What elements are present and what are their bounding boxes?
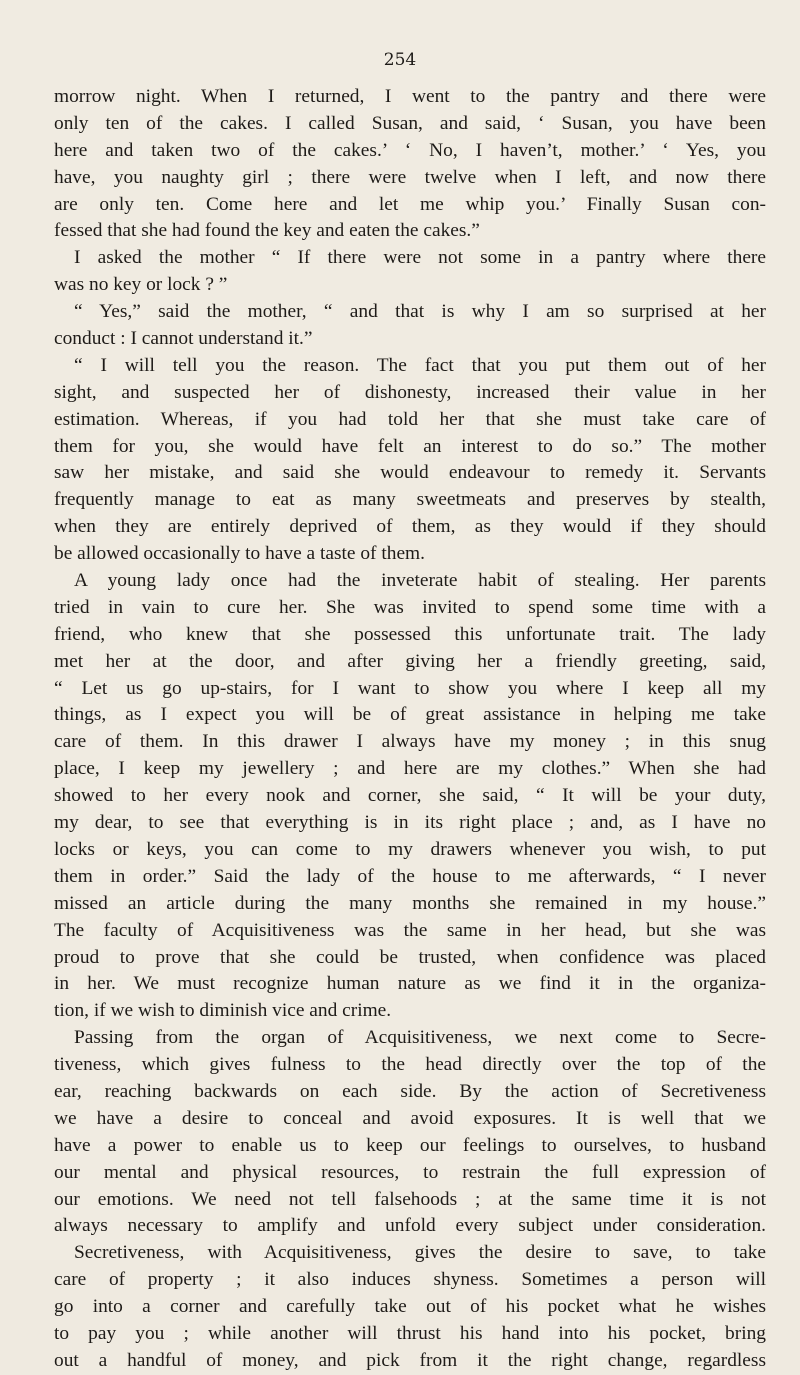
text-line: missed an article during the many months she remained in my house.” [54, 892, 766, 914]
text-line: estimation. Whereas, if you had told her that she must take care of [54, 408, 766, 430]
text-line: my dear, to see that everything is in its right place ; and, as I have no [54, 812, 766, 834]
text-line: A young lady once had the inveterate habit of stealing. Her parents [74, 570, 766, 592]
body-text [54, 84, 766, 1375]
text-line: be allowed occasionally to have a taste of them. [54, 543, 425, 565]
text-line: our mental and physical resources, to restrain the full expression of [54, 1161, 766, 1183]
text-line: morrow night. When I returned, I went to the pantry and there were [54, 86, 766, 107]
text-line: things, as I expect you will be of great assistance in helping me take [54, 704, 766, 726]
text-line: Secretiveness, with Acquisitiveness, gives the desire to save, to take [74, 1242, 766, 1264]
text-line: care of property ; it also induces shyness. Sometimes a person will [54, 1269, 766, 1291]
text-line: place, I keep my jewellery ; and here are my clothes.” When she had [54, 758, 766, 780]
text-line: care of them. In this drawer I always have my money ; in this snug [54, 731, 766, 753]
text-line: them for you, she would have felt an interest to do so.” The mother [54, 435, 766, 457]
text-line: have a power to enable us to keep our feelings to ourselves, to husband [54, 1134, 766, 1156]
text-line: frequently manage to eat as many sweetmeats and preserves by stealth, [54, 489, 766, 511]
page-number: 254 [383, 50, 417, 70]
text-line: tried in vain to cure her. She was invited to spend some time with a [54, 596, 766, 618]
text-line: locks or keys, you can come to my drawers whenever you wish, to put [54, 838, 766, 860]
text-line: tion, if we wish to diminish vice and crime. [54, 1000, 392, 1022]
text-line: “ I will tell you the reason. The fact that you put them out of her [74, 354, 766, 376]
text-line: “ Let us go up-stairs, for I want to show you where I keep all my [54, 677, 766, 699]
text-line: them in order.” Said the lady of the house to me afterwards, “ I never [54, 865, 766, 887]
text-line: met her at the door, and after giving her a friendly greeting, said, [54, 650, 766, 672]
text-line: was no key or lock ? ” [54, 274, 228, 296]
text-line: proud to prove that she could be trusted, when confidence was placed [54, 946, 766, 968]
text-line: “ Yes,” said the mother, “ and that is why I am so surprised at her [74, 301, 766, 323]
text-line: showed to her every nook and corner, she said, “ It will be your duty, [54, 785, 766, 807]
text-line: always necessary to amplify and unfold every subject under consideration. [54, 1215, 766, 1237]
text-line: are only ten. Come here and let me whip you.’ Finally Susan con- [54, 193, 766, 215]
text-line: have, you naughty girl ; there were twelve when I left, and now there [54, 166, 766, 188]
text-line: saw her mistake, and said she would endeavour to remedy it. Servants [54, 462, 766, 484]
text-line: ear, reaching backwards on each side. By the action of Secretiveness [54, 1080, 766, 1102]
text-line: in her. We must recognize human nature as we find it in the organiza- [54, 973, 766, 995]
text-line: go into a corner and carefully take out of his pocket what he wishes [54, 1296, 766, 1318]
text-line: fessed that she had found the key and eaten the cakes.” [54, 220, 480, 242]
text-line: friend, who knew that she possessed this unfortunate trait. The lady [54, 623, 766, 645]
text-line: our emotions. We need not tell falsehoods ; at the same time it is not [54, 1188, 766, 1210]
text-line: only ten of the cakes. I called Susan, and said, ‘ Susan, you have been [54, 112, 766, 134]
text-line: sight, and suspected her of dishonesty, increased their value in her [54, 381, 766, 403]
text-line: tiveness, which gives fulness to the head directly over the top of the [54, 1054, 766, 1076]
text-line: Passing from the organ of Acquisitiveness, we next come to Secre- [74, 1027, 766, 1049]
text-line: to pay you ; while another will thrust his hand into his pocket, bring [54, 1322, 766, 1344]
text-line: I asked the mother “ If there were not some in a pantry where there [74, 247, 766, 269]
text-line: out a handful of money, and pick from it the right change, regardless [54, 1349, 766, 1371]
text-line: we have a desire to conceal and avoid exposures. It is well that we [54, 1107, 766, 1129]
text-line: conduct : I cannot understand it.” [54, 328, 313, 350]
text-line: The faculty of Acquisitiveness was the same in her head, but she was [54, 919, 766, 941]
text-line: here and taken two of the cakes.’ ‘ No, I haven’t, mother.’ ‘ Yes, you [54, 139, 766, 161]
text-line: when they are entirely deprived of them, as they would if they should [54, 516, 766, 538]
